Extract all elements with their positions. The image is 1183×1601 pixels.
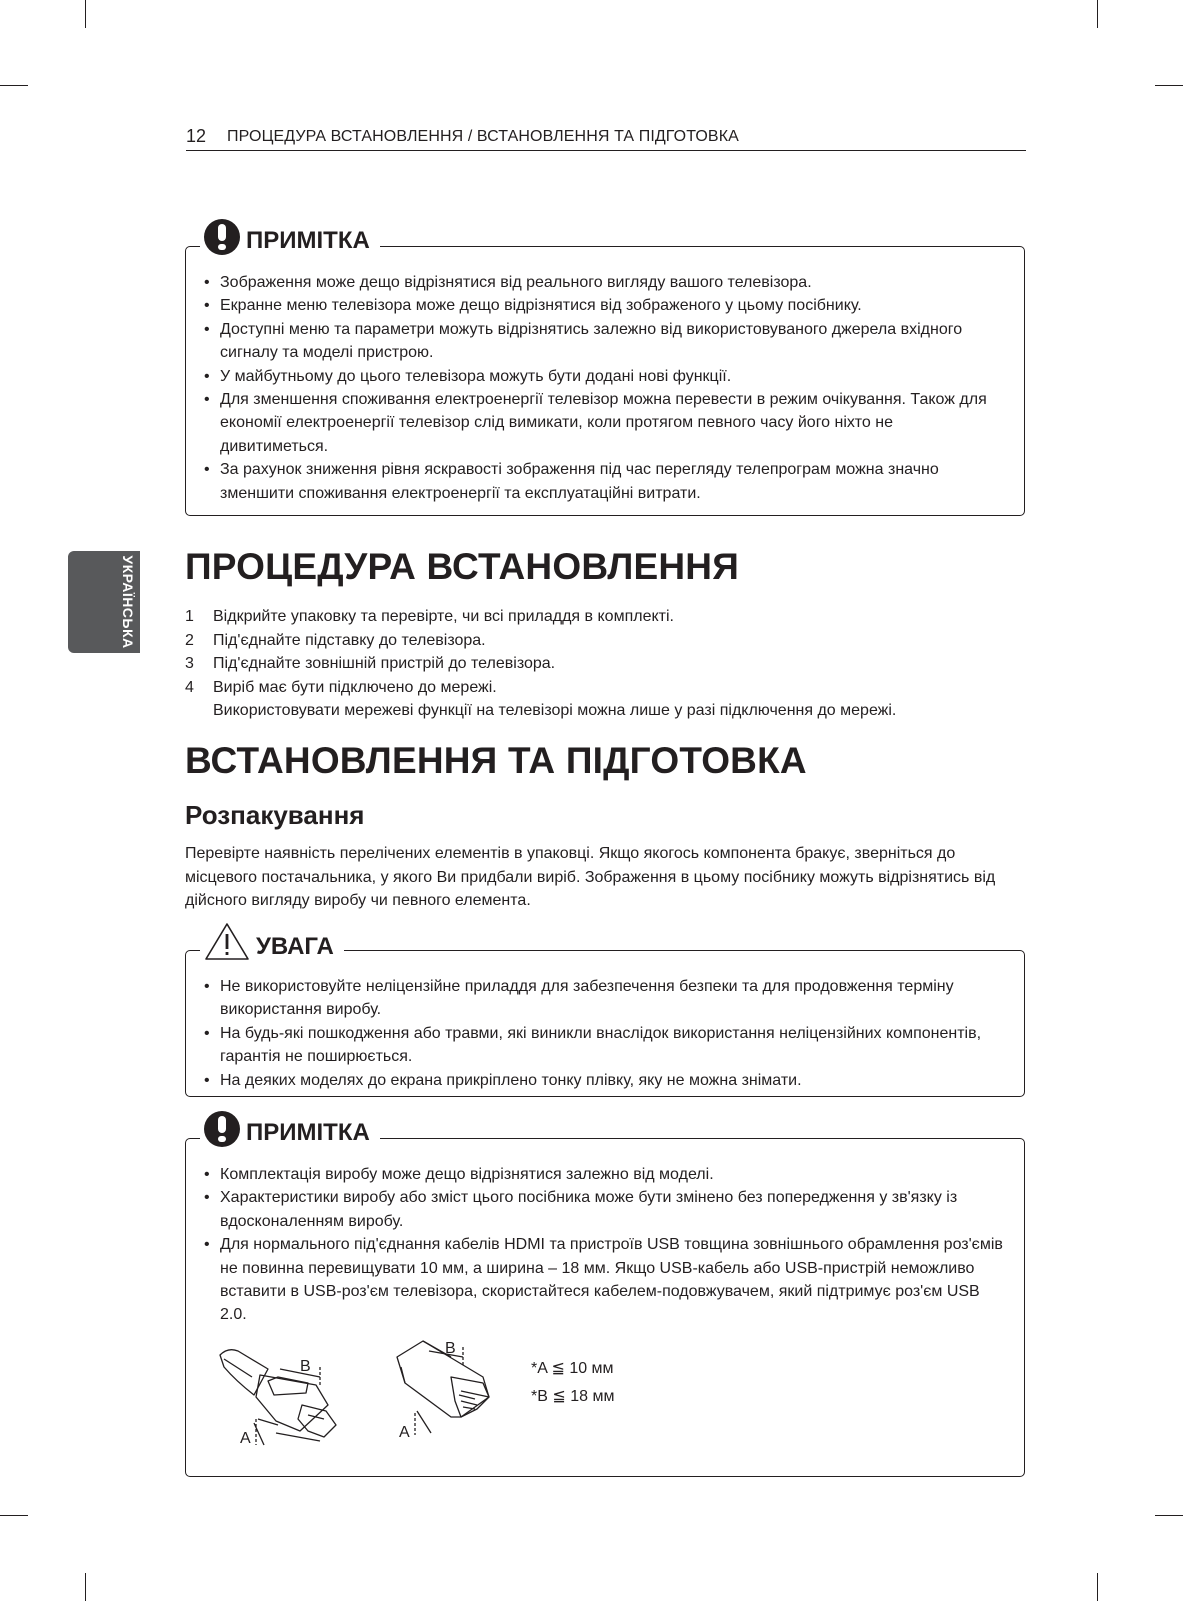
dimension-label-a: A bbox=[240, 1430, 251, 1447]
step-number: 1 bbox=[185, 608, 194, 625]
step-item bbox=[185, 652, 896, 676]
hdmi-connector-illustration bbox=[216, 1345, 366, 1455]
exclamation-icon bbox=[204, 219, 240, 255]
step-number: 3 bbox=[185, 655, 194, 673]
language-tab bbox=[68, 551, 140, 653]
crop-mark bbox=[1097, 1573, 1098, 1601]
step-number: 4 bbox=[185, 678, 194, 696]
crop-mark bbox=[0, 1515, 28, 1516]
caution-heading bbox=[200, 921, 344, 961]
step-text: Виріб має бути підключено до мережі. bbox=[213, 678, 497, 696]
step-item-continued bbox=[185, 699, 896, 723]
limit-a-text: *A ≦ 10 мм bbox=[531, 1360, 614, 1377]
note-heading bbox=[200, 1111, 380, 1147]
limit-b-text: *B ≦ 18 мм bbox=[531, 1388, 615, 1405]
section-title: ВСТАНОВЛЕННЯ ТА ПІДГОТОВКА bbox=[185, 740, 807, 781]
dimension-label-a: A bbox=[399, 1424, 410, 1441]
step-text: Під'єднайте зовнішній пристрій до телевізора. bbox=[213, 655, 556, 673]
note-item: • Для зменшення споживання електроенергії телевізор можна перевести в режим очікування. Також для економії електроенергії телевізор слід вимикати, коли протягом певного часу його ніхто не дивитиметься. bbox=[204, 388, 1004, 458]
language-tab-label: УКРАЇНСЬКА bbox=[120, 555, 136, 649]
step-number: 2 bbox=[185, 631, 194, 649]
note-list bbox=[204, 271, 1004, 505]
step-item bbox=[185, 605, 896, 629]
dimension-label-b: B bbox=[300, 1358, 311, 1375]
crop-mark bbox=[0, 85, 28, 86]
dimension-limits bbox=[531, 1355, 614, 1411]
subsection-title: Розпакування bbox=[185, 800, 365, 830]
crop-mark bbox=[1097, 0, 1098, 28]
header-title: ПРОЦЕДУРА ВСТАНОВЛЕННЯ / ВСТАНОВЛЕННЯ ТА ПІДГОТОВКА bbox=[227, 128, 739, 145]
note-item: • Доступні меню та параметри можуть відрізнятись залежно від використовуваного джерела вхідного сигналу та моделі пристрою. bbox=[204, 318, 1004, 365]
crop-mark bbox=[85, 1573, 86, 1601]
caution-title: УВАГА bbox=[256, 933, 334, 960]
note-item: • За рахунок зниження рівня яскравості зображення під час перегляду телепрограм можна значно зменшити споживання електроенергії та експлуатаційні витрати. bbox=[204, 458, 1004, 505]
section-title: ПРОЦЕДУРА ВСТАНОВЛЕННЯ bbox=[185, 546, 739, 587]
running-header bbox=[186, 126, 1026, 151]
intro-paragraph: Перевірте наявність перелічених елементів в упаковці. Якщо якогось компонента бракує, зверніться до місцевого постачальника, у якого Ви придбали виріб. Зображення в цьому посібнику можуть відрізнятись від дійсного вигляду виробу чи певного елемента. bbox=[185, 845, 996, 910]
exclamation-icon bbox=[204, 1111, 240, 1147]
note-box bbox=[185, 227, 1025, 516]
note-box bbox=[185, 1119, 1025, 1477]
usb-connector-illustration bbox=[391, 1337, 511, 1449]
caution-box bbox=[185, 933, 1025, 1097]
caution-item: • Не використовуйте неліцензійне приладдя для забезпечення безпеки та для продовження терміну використання виробу. bbox=[204, 975, 984, 1022]
page-number: 12 bbox=[186, 126, 207, 146]
step-item bbox=[185, 629, 896, 653]
warning-icon bbox=[204, 921, 250, 961]
note-item: • Характеристики виробу або зміст цього посібника може бути змінено без попередження у зв'язку із вдосконаленням виробу. bbox=[204, 1186, 1004, 1233]
note-list bbox=[204, 1163, 1004, 1327]
crop-mark bbox=[1155, 1515, 1183, 1516]
caution-item: • На будь-які пошкодження або травми, які виникли внаслідок використання неліцензійних компонентів, гарантія не поширюється. bbox=[204, 1022, 984, 1069]
step-text: Використовувати мережеві функції на телевізорі можна лише у разі підключення до мережі. bbox=[213, 702, 897, 720]
note-title: ПРИМІТКА bbox=[246, 227, 370, 254]
note-item: • Зображення може дещо відрізнятися від реального вигляду вашого телевізора. bbox=[204, 271, 1004, 294]
caution-list bbox=[204, 975, 984, 1092]
note-item: • Екранне меню телевізора може дещо відрізнятися від зображеного у цьому посібнику. bbox=[204, 294, 1004, 317]
step-text: Під'єднайте підставку до телевізора. bbox=[213, 631, 486, 649]
step-list bbox=[185, 605, 896, 723]
crop-mark bbox=[85, 0, 86, 28]
note-item: • Для нормального під'єднання кабелів HDMI та пристроїв USB товщина зовнішнього обрамлення роз'ємів не повинна перевищувати 10 мм, а ширина – 18 мм. Якщо USB-кабель або USB-пристрій неможливо вставити в USB-роз'єм телевізора, скористайтеся кабелем-подовжувачем, який підтримує роз'єм USB 2.0. bbox=[204, 1233, 1004, 1327]
step-text: Відкрийте упаковку та перевірте, чи всі приладдя в комплекті. bbox=[213, 608, 674, 625]
note-item: • У майбутньому до цього телевізора можуть бути додані нові функції. bbox=[204, 365, 1004, 388]
caution-item: • На деяких моделях до екрана прикріплено тонку плівку, яку не можна знімати. bbox=[204, 1069, 984, 1092]
note-heading bbox=[200, 219, 380, 255]
crop-mark bbox=[1155, 85, 1183, 86]
dimension-label-b: B bbox=[445, 1340, 456, 1357]
step-item bbox=[185, 676, 896, 700]
note-title: ПРИМІТКА bbox=[246, 1119, 370, 1146]
note-item: • Комплектація виробу може дещо відрізнятися залежно від моделі. bbox=[204, 1163, 1004, 1186]
